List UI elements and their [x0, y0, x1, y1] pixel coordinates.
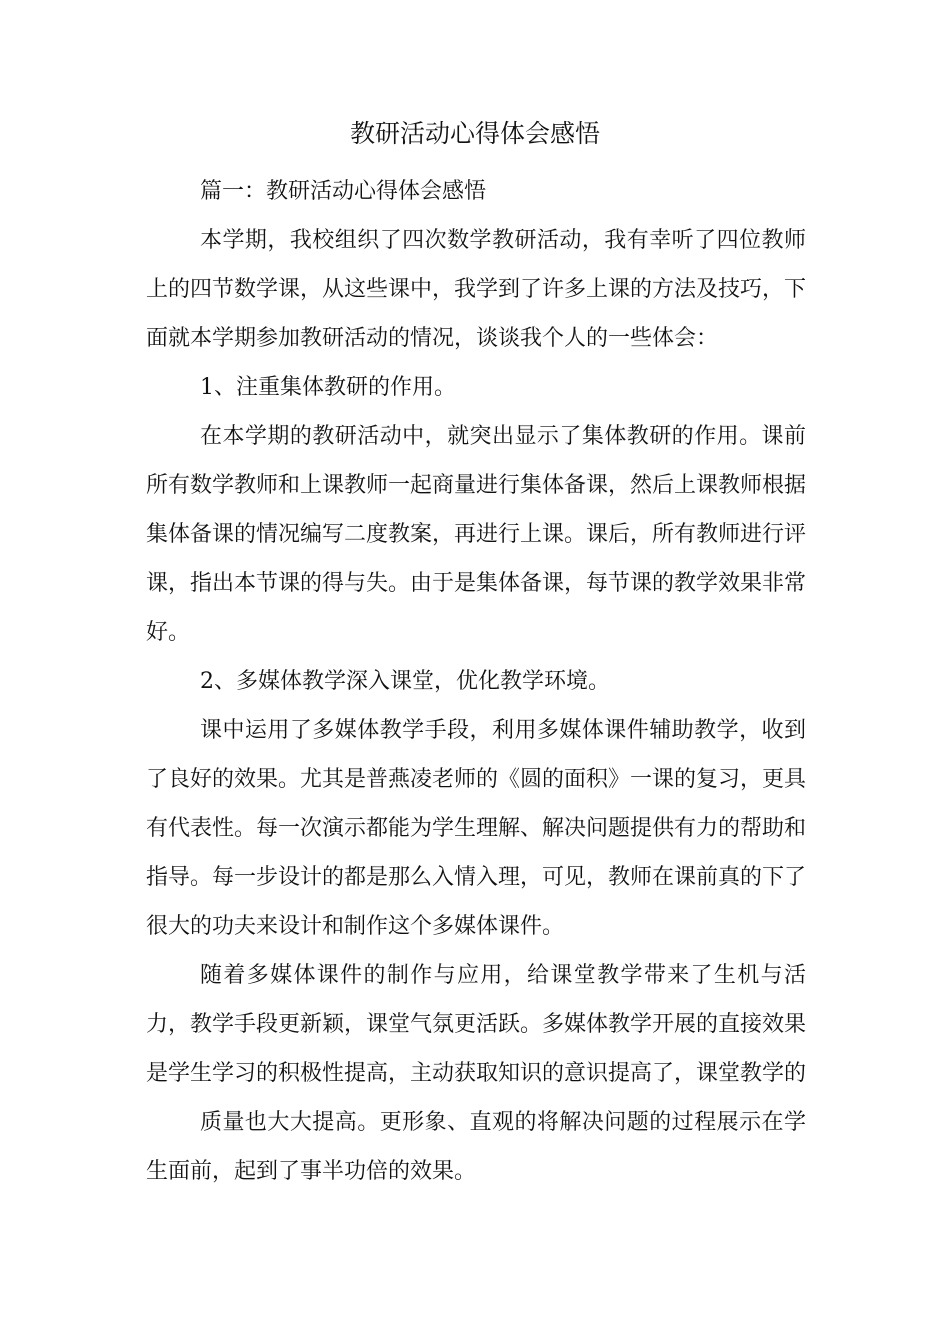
multimedia-paragraph: 随着多媒体课件的制作与应用，给课堂教学带来了生机与活力，教学手段更新颖，课堂气氛更活跃。多媒体教学开展的直接效果是学生学习的积极性提高，主动获取知识的意识提高了，课堂教学的 — [146, 963, 807, 1086]
point-2-paragraph: 课中运用了多媒体教学手段，利用多媒体课件辅助教学，收到了良好的效果。尤其是普燕凌老师的《圆的面积》一课的复习，更具有代表性。每一次演示都能为学生理解、解决问题提供有力的帮助和指导。每一步设计的都是那么入情入理，可见，教师在课前真的下了很大的功夫来设计和制作这个多媒体课件。 — [146, 718, 807, 939]
point-1-paragraph: 在本学期的教研活动中，就突出显示了集体教研的作用。课前所有数学教师和上课教师一起商量进行集体备课，然后上课教师根据集体备课的情况编写二度教案，再进行上课。课后，所有教师进行评课，指出本节课的得与失。由于是集体备课，每节课的教学效果非常好。 — [146, 424, 807, 645]
document-body — [146, 167, 806, 1196]
closing-paragraph: 质量也大大提高。更形象、直观的将解决问题的过程展示在学生面前，起到了事半功倍的效果。 — [146, 1110, 806, 1184]
section-heading: 篇一：教研活动心得体会感悟 — [200, 179, 487, 204]
document-title: 教研活动心得体会感悟 — [349, 119, 600, 148]
point-2-heading: 2、多媒体教学深入课堂，优化教学环境。 — [200, 669, 610, 694]
intro-paragraph: 本学期，我校组织了四次数学教研活动，我有幸听了四位教师上的四节数学课，从这些课中，我学到了许多上课的方法及技巧，下面就本学期参加教研活动的情况，谈谈我个人的一些体会： — [146, 228, 807, 351]
point-1-heading: 1、注重集体教研的作用。 — [200, 375, 456, 400]
